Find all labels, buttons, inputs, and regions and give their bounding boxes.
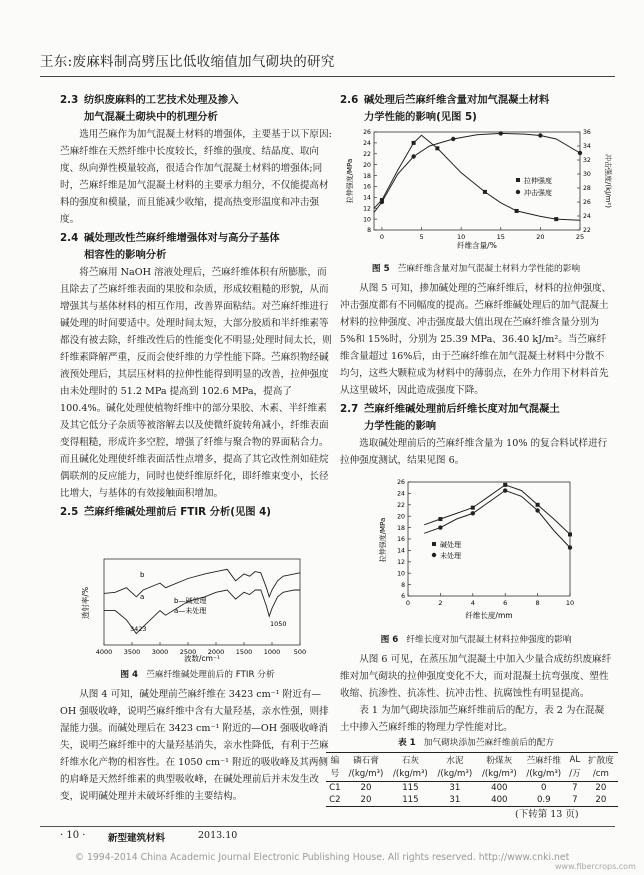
table1-header-cell: AL xyxy=(566,753,584,768)
fig5-ytick-label: 14 xyxy=(363,194,371,202)
page-number: · 10 · xyxy=(60,830,86,841)
fig4-xtick-label: 3000 xyxy=(151,648,169,656)
fig5-xtick-label: 5 xyxy=(419,233,424,241)
fig5-ytick-label: 20 xyxy=(363,161,371,169)
fig6-ytick-label: 10 xyxy=(397,570,405,578)
table1-cell: 31 xyxy=(433,794,477,807)
fig5-legend-marker-impact xyxy=(516,190,520,194)
fig6-legend-untreated: 未处理 xyxy=(440,552,461,560)
fig6-xtick-label: 2 xyxy=(438,599,443,607)
fig4-ylabel: 透射率/% xyxy=(81,586,90,620)
table1-cell: 400 xyxy=(491,783,508,793)
copyright-line: © 1994-2014 China Academic Journal Electronic Publishing House. All rights reserved. http://www.cnki.net xyxy=(74,852,570,863)
table1-header-cell: 石灰 xyxy=(388,753,432,768)
fig6-treated-point xyxy=(568,532,572,536)
fig6-legend-treated: 碱处理 xyxy=(440,541,461,549)
paragraph-2-3: 选用苎麻作为加气混凝土材料的增强体，主要基于以下原因:苎麻纤维在天然纤维中长度较长，纤维的强度、结晶度、取向度、纵向弹性模量较高，很适合作加气混凝土材料的增强体;同时，苎麻纤维是加气混凝土材料的主要承力组分，不仅能提高材料的强度和模量，而且能减少收缩，提高热变形温度和冲击强度。 xyxy=(60,129,332,225)
fig4-annot-1050: 1050 xyxy=(270,620,287,628)
header-rule xyxy=(40,76,615,77)
section-2-5-heading: 2.5 苎麻纤维碱处理前后 FTIR 分析(见图 4) xyxy=(60,506,272,518)
fig5-ytick-label: 12 xyxy=(363,205,371,213)
fig6-ytick-label: 14 xyxy=(397,547,405,555)
fig6-xtick-label: 4 xyxy=(470,599,475,607)
fig5-impact-point xyxy=(451,137,455,141)
fig5-y2tick-label: 22 xyxy=(583,227,591,235)
fig5-ytick-label: 18 xyxy=(363,172,371,180)
watermark: www.fibercrops.com xyxy=(555,862,636,871)
fig5-tensile-point xyxy=(554,217,558,221)
fig6-caption: 图 6 纤维长度对加气混凝土材料拉伸强度的影响 xyxy=(380,635,572,645)
fig6-frame xyxy=(408,482,570,596)
fig5-ytick-label: 8 xyxy=(367,227,371,235)
section-2-4-heading: 2.4 碱处理改性苎麻纤维增强体对与高分子基体 相容性的影响分析 xyxy=(60,232,280,261)
fig5-ytick-label: 10 xyxy=(363,216,371,224)
fig5-impact-point xyxy=(538,133,542,137)
fig4-xtick-label: 500 xyxy=(293,648,307,656)
table1-header-unit-cell: /(kg/m³) xyxy=(388,767,432,782)
section-2-6-block xyxy=(340,92,612,126)
table1-cell: 20 xyxy=(344,794,388,807)
fig6-ytick-label: 12 xyxy=(397,559,405,566)
table1-header-cell: 扩散度 xyxy=(584,753,618,768)
table1-cell: 115 xyxy=(388,794,432,807)
fig5-tensile-point xyxy=(515,209,519,213)
fig5-legend-marker-tensile xyxy=(516,178,520,182)
table1-row xyxy=(326,782,618,795)
fig5-tensile-point xyxy=(483,190,487,194)
fig6-xlabel: 纤维长度/mm xyxy=(465,611,513,620)
table1-cell: 115 xyxy=(402,783,419,793)
fig6-treated-point xyxy=(471,506,475,510)
table1-header-cell: 苎麻纤维 xyxy=(522,753,566,768)
table1-cell: 20 xyxy=(360,783,372,793)
fig6-untreated-point xyxy=(535,508,539,512)
fig5-ytick-label: 16 xyxy=(363,183,371,191)
section-2-6-heading: 2.6 碱处理后苎麻纤维含量对加气混凝土材料 力学性能的影响(见图 5) xyxy=(340,94,550,123)
fig5-ytick-label: 26 xyxy=(363,129,371,137)
fig5-y2tick-label: 30 xyxy=(583,171,591,179)
fig5-y2tick-label: 34 xyxy=(583,143,591,151)
fig5-y2tick-label: 32 xyxy=(583,157,591,165)
fig5-xtick-label: 0 xyxy=(379,233,384,241)
table1-cell: 7 xyxy=(572,783,578,793)
table1 xyxy=(326,752,618,807)
table1-header-unit-cell: 号 xyxy=(326,767,344,782)
table1-cell: 0.9 xyxy=(522,794,566,807)
fig5-xtick-label: 10 xyxy=(457,233,466,241)
fig4-legend-b: b—碱处理 xyxy=(174,597,207,605)
fig6-ytick-label: 8 xyxy=(401,581,405,589)
fig5-xtick-label: 25 xyxy=(575,233,585,241)
fig4-xtick-label: 3500 xyxy=(123,648,141,656)
fig6-treated-point xyxy=(438,517,442,521)
fig6-ytick-label: 6 xyxy=(401,593,405,601)
fig6-chart xyxy=(376,478,586,620)
fig5-y2label: 冲击强度/(kJ/m²) xyxy=(604,154,612,208)
fig5-legend-impact: 冲击强度 xyxy=(524,189,552,197)
paragraph-2-4: 将苎麻用 NaOH 溶液处理后，苎麻纤维体积有所膨胀，而且除去了苎麻纤维表面的果胶和杂质，形成较粗糙的形貌，从而增强其与基体材料的相互作用，改善界面粘结。对苎麻纤维进行碱处理的时间要适中。处理时间太短，大部分胶质和半纤维素等都没有被去除，纤维改性后的性能变化不明显;处理时间太长，则纤维素降解严重，反而会使纤维的力学性能下降。苎麻织物经碱液预处理后，其层压材料的拉伸性能得到明显的改善，拉伸强度由未处理时的 51.2 MPa 提高到 102.6 MPa，提高了 100.4%。碱化处理使植物纤维中的部分果胶、木素、半纤维素及其它低分子杂质等被溶解去以及使微纤旋转角减小，纤维表面变得粗糙，形成许多空腔，增强了纤维与聚合物的界面粘合力。而且碱化处理使纤维表面活性点增多，提高了其它改性剂如硅烷偶联剂的反应能力，同时也使纤维原纤化，即纤维束变小，长径比增大，与基体的有效接触面积增加。 xyxy=(60,267,332,499)
fig6-legend-marker-treated xyxy=(432,542,436,546)
table1-header-units-row xyxy=(326,767,618,782)
fig5-ylabel: 拉伸强度/MPa xyxy=(346,158,354,204)
table1-cell: 20 xyxy=(595,783,607,793)
fig4-xtick-label: 4000 xyxy=(95,648,113,656)
fig6-ylabel: 拉伸强度/MPa xyxy=(379,517,387,563)
section-2-7-heading: 2.7 苎麻纤维碱处理前后纤维长度对加气混凝土 力学性能的影响 xyxy=(340,403,560,432)
fig5-y2tick-label: 26 xyxy=(583,199,591,207)
fig6-ytick-label: 22 xyxy=(397,502,405,509)
right-column-middle xyxy=(340,280,612,469)
table1-header-unit-cell: /(kg/m³) xyxy=(433,767,477,782)
issue-date: 2013.10 xyxy=(198,830,238,841)
table1-cell: 400 xyxy=(477,794,521,807)
fig6-ytick-label: 24 xyxy=(397,490,405,498)
table1-cell: C1 xyxy=(329,783,341,793)
table1-cell: 20 xyxy=(584,794,618,807)
paragraph-2-5: 从图 4 可知，碱处理前苎麻纤维在 3423 cm⁻¹ 附近有—OH 强吸收峰，说明苎麻纤维中含有大量羟基，亲水性强，则排湿能力强。而碱处理后在 3423 cm⁻¹ 附近的—OH 强吸收峰消失，说明苎麻纤维中的大量羟基消失，亲水性降低，有利于苎麻纤维水化产物的相容性。在 1050 cm⁻¹ 附近的吸收峰及其两侧的肩峰是天然纤维素的典型吸收峰，在碱处理前后并未发生改变，说明碱处理并未破坏纤维的主要结构。 xyxy=(60,689,329,802)
left-column-bottom xyxy=(60,686,335,805)
fig6-xtick-label: 10 xyxy=(565,599,575,607)
fig6-xtick-label: 6 xyxy=(503,599,508,607)
fig5-impact-point xyxy=(578,151,582,155)
fig6-treated-line xyxy=(424,485,570,535)
paragraph-2-7: 选取碱处理前后的苎麻纤维含量为 10% 的复合料试样进行拉伸强度测试，结果见图 6。 xyxy=(340,438,608,466)
fig5-xtick-label: 15 xyxy=(496,233,505,241)
fig6-ytick-label: 16 xyxy=(397,536,405,544)
fig4-xtick-label: 2500 xyxy=(179,648,197,656)
fig5-tensile-point xyxy=(412,141,416,145)
fig4-caption: 图 4 苎麻纤维碱处理前后的 FTIR 分析 xyxy=(120,670,275,680)
fig6-treated-point xyxy=(536,503,540,507)
fig5-y2tick-label: 28 xyxy=(583,185,591,193)
fig5-legend-tensile: 拉伸强度 xyxy=(524,177,552,185)
fig4-label-b: b xyxy=(140,571,145,579)
fig6-untreated-point xyxy=(568,545,572,549)
table1-cell: 31 xyxy=(449,783,461,793)
fig5-impact-line xyxy=(374,133,580,212)
table1-header-unit-cell: /万 xyxy=(566,767,584,782)
fig4-series-b-line xyxy=(104,569,300,597)
fig5-caption: 图 5 苎麻纤维含量对加气混凝土材料力学性能的影响 xyxy=(371,264,581,274)
fig6-untreated-point xyxy=(438,525,442,529)
table1-header-row xyxy=(326,753,618,768)
fig4-label-a: a xyxy=(140,593,145,601)
fig5-impact-point xyxy=(380,200,384,204)
table1-header-unit-cell: /(kg/m³) xyxy=(522,767,566,782)
table1-cell: 7 xyxy=(566,794,584,807)
fig4-xtick-label: 1000 xyxy=(263,648,281,656)
paragraph-2-6: 从图 5 可知，掺加碱处理的苎麻纤维后，材料的拉伸强度、冲击强度都有不同幅度的提高。苎麻纤维碱处理后的加气混凝土材料的拉伸强度、冲击强度最大值出现在苎麻纤维含量分别为 5%和 15%时，分别为 25.39 MPa、36.40 kJ/m²。当苎麻纤维含量超过 16%后，由于苎麻纤维在加气混凝土材料中分散不均匀，这些大颗粒成为材料中的薄弱点，在外力作用下材料首先从这里破坏，因此造成强度下降。 xyxy=(340,283,612,396)
fig6-ytick-label: 20 xyxy=(397,513,405,521)
running-header: 王东:废麻料制高劈压比低收缩值加气砌块的研究 xyxy=(40,54,335,70)
fig6-untreated-line xyxy=(424,491,570,548)
table1-row xyxy=(326,794,618,807)
fig6-ytick-label: 18 xyxy=(397,524,405,532)
fig5-ytick-label: 22 xyxy=(363,150,371,158)
table1-header-cell: 磷石膏 xyxy=(344,753,388,768)
fig6-untreated-point xyxy=(471,511,475,515)
fig4-chart xyxy=(78,555,318,663)
fig6-legend-marker-untreated xyxy=(432,553,436,557)
table1-cell: 0 xyxy=(541,783,547,793)
fig6-xtick-label: 8 xyxy=(535,599,540,607)
fig6-treated-point xyxy=(503,483,507,487)
fig6-ytick-label: 26 xyxy=(397,479,405,487)
paragraph-fig6-discussion: 从图 6 可见，在蒸压加气混凝土中加入少量合成纺织废麻纤维对加气砌块的拉伸强度变化不大，而对混凝土抗弯强度、塑性收缩、抗渗性、抗冻性、抗冲击性、抗腐蚀性有明显提高。 xyxy=(340,654,612,699)
section-2-3-heading: 2.3 纺织废麻料的工艺技术处理及掺入 加气混凝土砌块中的机理分析 xyxy=(60,94,239,123)
table1-header-unit-cell: /(kg/m³) xyxy=(477,767,521,782)
table1-header-cell: 粉煤灰 xyxy=(477,753,521,768)
right-column-bottom xyxy=(340,651,612,736)
fig4-annot-3423: 3423 xyxy=(130,625,147,633)
table1-header-unit-cell: /(kg/m³) xyxy=(344,767,388,782)
fig6-xtick-label: 0 xyxy=(405,599,411,607)
fig5-chart xyxy=(344,126,612,250)
fig5-xlabel: 纤维含量/% xyxy=(457,241,497,250)
fig5-y2tick-label: 24 xyxy=(583,213,591,221)
fig4-xlabel: 波数/cm⁻¹ xyxy=(184,654,220,663)
journal-name: 新型建筑材料 xyxy=(108,833,166,844)
fig5-tensile-point xyxy=(435,146,439,150)
table1-caption: 表 1 加气砌块添加苎麻纤维前后的配方 xyxy=(397,738,555,748)
table1-header-cell: 水泥 xyxy=(433,753,477,768)
table1-cell: C2 xyxy=(326,794,344,807)
footer-rule xyxy=(40,826,615,827)
fig6-untreated-point xyxy=(503,488,507,492)
left-column xyxy=(60,92,335,521)
fig4-xtick-label: 2000 xyxy=(207,648,225,656)
fig5-ytick-label: 24 xyxy=(363,140,371,148)
table1-header-cell: 编 xyxy=(326,753,344,768)
paragraph-table-intro: 表 1 为加气砌块添加苎麻纤维前后的配方，表 2 为在混凝土中掺入苎麻纤维的物理力学性能对比。 xyxy=(340,705,605,733)
fig4-legend-a: a—未处理 xyxy=(174,607,207,615)
fig5-y2tick-label: 36 xyxy=(583,129,591,137)
fig4-xtick-label: 1500 xyxy=(235,648,253,656)
fig5-xtick-label: 20 xyxy=(536,233,545,241)
continued-note: (下转第 13 页) xyxy=(515,809,579,820)
fig5-impact-point xyxy=(411,154,415,158)
fig5-impact-point xyxy=(499,131,503,135)
table1-header-unit-cell: /cm xyxy=(584,767,618,782)
